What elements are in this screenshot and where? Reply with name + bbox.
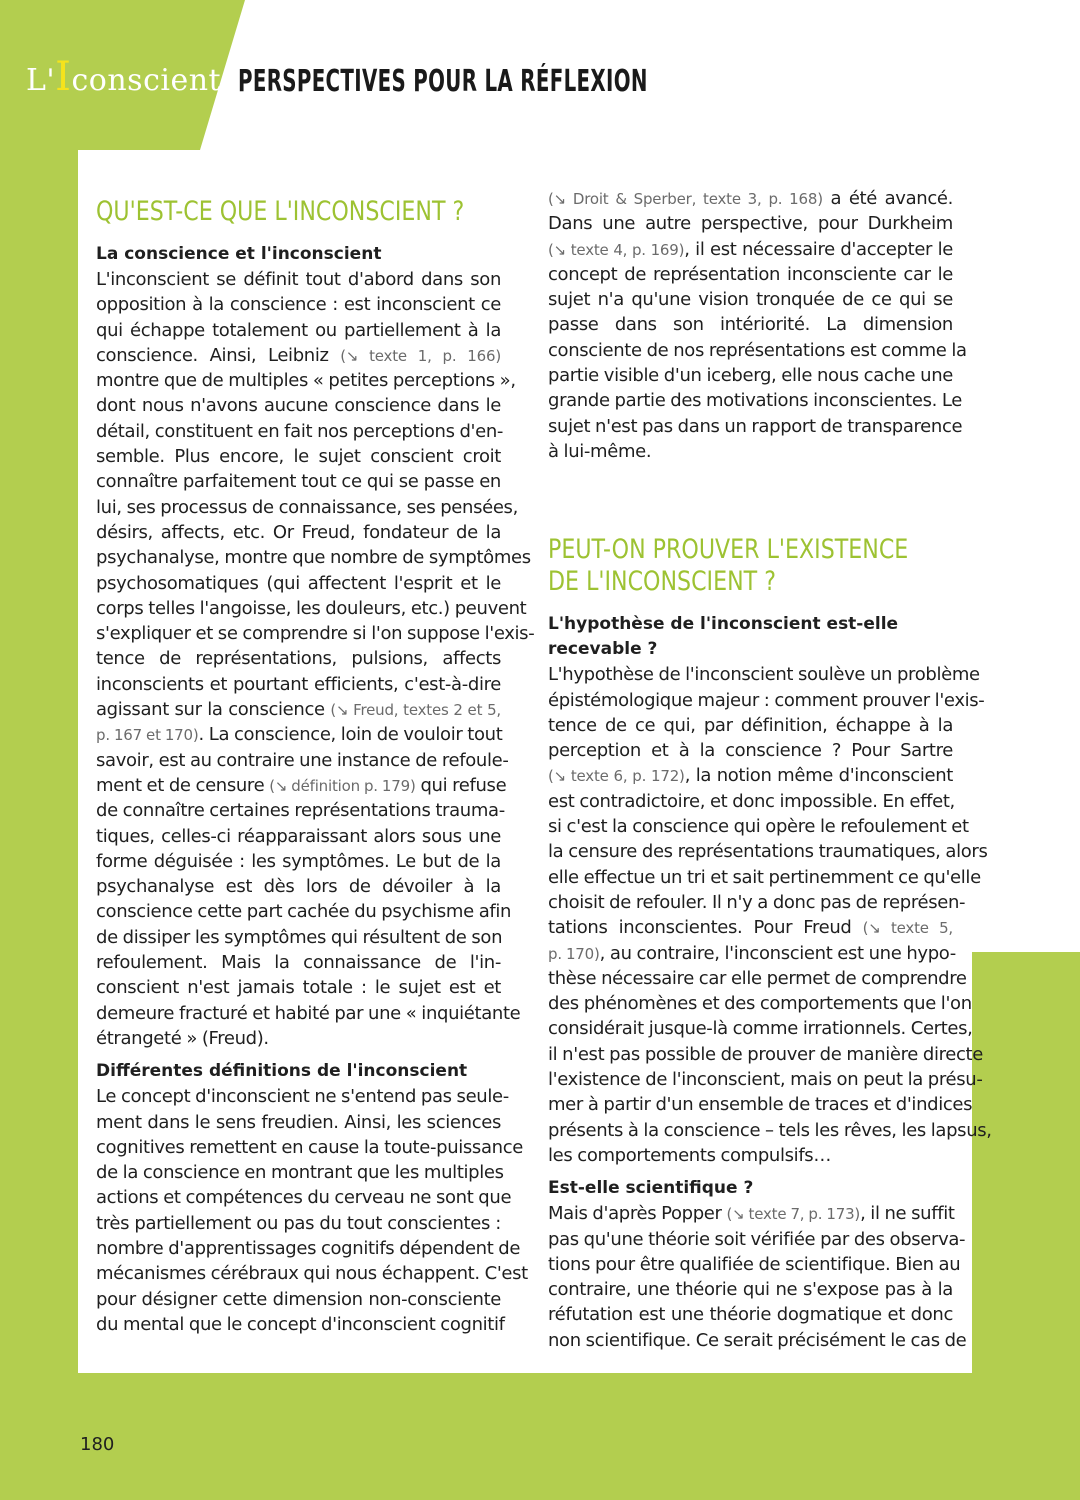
text-line [96,1110,501,1135]
text-run: des phénomènes et des comportements que l'on [548,993,972,1015]
text-run: de connaître certaines représentations trauma- [96,800,505,822]
text-run: conscience cette part cachée du psychisme afin [96,901,512,923]
text-line [548,186,953,211]
text-line [96,621,535,646]
text-line [96,824,501,849]
cross-reference[interactable]: (↘ texte 5, [862,919,953,938]
text-run: , la notion même d'inconscient [684,765,953,787]
paragraph [548,186,967,464]
text-run: pour désigner cette dimension non-consciente [96,1288,501,1310]
text-run: grande partie des motivations inconscientes. Le [548,390,962,412]
text-run: mécanismes cérébraux qui nous échappent. C'est [96,1263,528,1285]
text-line [548,312,953,337]
text-run: demeure fracturé et habité par une « inquiétante [96,1002,521,1024]
text-line [96,1211,501,1236]
chapter-label [26,54,222,100]
text-line [548,941,956,966]
text-line [96,1084,509,1109]
text-line [96,393,501,418]
text-run: les comportements compulsifs… [548,1144,831,1166]
chapter-rest: conscient [71,63,222,98]
text-line [548,1067,983,1092]
text-run: Le concept d'inconscient ne s'entend pas seule- [96,1086,509,1108]
left-column [96,196,535,1337]
text-line [96,798,505,823]
text-run: qui refuse [415,774,507,796]
text-line [548,839,988,864]
text-run: savoir, est au contraire une instance de refoule- [96,749,509,771]
text-line [548,966,967,991]
text-run: la censure des représentations traumatiques, alors [548,841,988,863]
text-run: très partiellement ou pas du tout conscientes : [96,1212,501,1234]
text-line [96,1287,501,1312]
text-run: L'inconscient se définit tout d'abord dans son [96,269,501,290]
text-line [96,343,501,368]
subsection-title: Est-elle scientifique ? [548,1178,754,1199]
text-run: forme déguisée : les symptômes. Le but de la [96,850,501,872]
text-line [548,414,963,439]
text-line [548,763,953,788]
text-run: consciente de nos représentations est comme la [548,339,967,361]
text-run: semble. Plus encore, le sujet conscient croit [96,446,501,468]
text-line [96,748,509,773]
text-run: sujet n'est pas dans un rapport de transparence [548,415,963,437]
text-run: cognitives remettent en cause la toute-puissance [96,1136,523,1158]
text-line [96,318,501,343]
page-number: 180 [80,1434,115,1455]
text-run: , il est nécessaire d'accepter le [684,238,953,260]
text-run: ment dans le sens freudien. Ainsi, les sciences [96,1111,501,1133]
cross-reference[interactable]: (↘ Droit & Sperber, texte 3, p. 168) [548,190,823,208]
text-line [548,662,980,687]
text-line [96,950,501,975]
text-line [96,596,527,621]
section-title: PEUT-ON PROUVER L'EXISTENCE [548,534,909,566]
text-run: qui échappe totalement ou partiellement à la [96,319,501,341]
text-run: l'existence de l'inconscient, mais on peut la présu- [548,1069,983,1091]
text-line [96,520,501,545]
spacer [548,598,953,612]
text-line [96,773,507,798]
text-run: est contradictoire, et donc impossible. En effet, [548,790,955,812]
text-line [548,915,953,940]
text-run: concept de représentation inconsciente car le [548,263,953,285]
text-run: pas qu'une théorie soit vérifiée par des observa- [548,1228,966,1250]
text-run: inconscients et pourtant efficients, c'est-à-dire [96,673,501,695]
text-run: psychosomatiques (qui affectent l'esprit et le [96,572,501,594]
text-line [548,388,962,413]
text-line [548,1016,973,1041]
text-line [548,1042,983,1067]
text-run: présents à la conscience – tels les rêves, les lapsus, [548,1119,992,1141]
text-line [548,1092,973,1117]
text-run: Mais d'après Popper [548,1203,727,1225]
text-line [96,1185,512,1210]
text-run: nombre d'apprentissages cognitifs dépendent de [96,1237,521,1259]
spacer [96,228,501,242]
text-line [96,368,516,393]
text-run: considérait jusque-là comme irrationnels. Certes, [548,1018,973,1040]
text-run: passe dans son intériorité. La dimension [548,314,953,336]
paragraph [548,662,992,1168]
text-line [96,646,501,671]
text-run: épistémologique majeur : comment prouver l'exis- [548,689,985,711]
text-run: partie visible d'un iceberg, elle nous cache une [548,365,953,387]
text-run: de dissiper les symptômes qui résultent de son [96,926,503,948]
text-run: du mental que le concept d'inconscient cognitif [96,1313,505,1335]
text-line [96,1236,521,1261]
right-column [548,186,992,1353]
text-line [548,1143,953,1168]
text-line [548,262,953,287]
text-run: corps telles l'angoisse, les douleurs, etc.) peuvent [96,597,527,619]
text-line [96,925,501,950]
text-line [548,1302,953,1327]
text-line [548,890,966,915]
text-run: tence de ce qui, par définition, échappe à la [548,714,953,736]
text-line [96,267,501,292]
text-line [96,495,518,520]
text-line [548,1227,966,1252]
text-line [96,975,501,1000]
text-run: tations inconscientes. Pour Freud [548,917,863,939]
cross-reference[interactable]: (↘ texte 6, p. 172) [548,767,685,786]
text-line [548,865,981,890]
text-run: psychanalyse, montre que nombre de symptômes [96,547,531,569]
text-run: étrangeté » (Freud). [96,1027,269,1049]
text-line [548,738,953,763]
paragraph [548,1201,967,1353]
text-line [96,697,501,722]
text-run: non scientifique. Ce serait précisément le cas de [548,1329,967,1351]
cross-reference[interactable]: p. 170) [548,944,600,963]
text-run: montre que de multiples « petites perceptions », [96,370,516,392]
text-line [96,469,501,494]
chapter-prefix: L' [26,63,56,98]
text-run: connaître parfaitement tout ce qui se passe en [96,471,501,493]
text-run: à lui-même. [548,440,652,462]
cross-reference[interactable]: p. 167 et 170) [96,726,199,745]
text-line [96,1001,521,1026]
text-line [96,849,501,874]
text-line [96,672,501,697]
text-line [548,338,967,363]
text-run: réfutation est une théorie dogmatique et donc [548,1304,953,1326]
text-line [548,1277,953,1302]
text-run: conscience. Ainsi, Leibniz [96,344,341,366]
text-line [548,363,953,388]
text-run: opposition à la conscience : est inconscient ce [96,294,501,316]
text-run: a été avancé. [822,188,953,209]
text-line [96,874,501,899]
text-line [96,1135,523,1160]
text-line [96,899,512,924]
text-line [96,1261,528,1286]
text-run: , il ne suffit [860,1203,955,1225]
text-run: mer à partir d'un ensemble de traces et d'indices [548,1094,973,1116]
cross-reference[interactable]: (↘ définition p. 179) [269,776,416,795]
subsection-title: La conscience et l'inconscient [96,244,382,264]
text-run: si c'est la conscience qui opère le refoulement et [548,816,969,838]
text-line [548,1201,953,1226]
spacer [548,1168,953,1176]
text-run: L'hypothèse de l'inconscient soulève un problème [548,664,980,686]
cross-reference[interactable]: (↘ texte 7, p. 173) [726,1205,861,1224]
text-run: ment et de censure [96,774,270,796]
text-run: lui, ses processus de connaissance, ses pensées, [96,496,518,518]
text-run: actions et compétences du cerveau ne sont que [96,1187,512,1209]
text-line [96,571,501,596]
text-line [548,1328,967,1353]
spacer [548,464,953,534]
text-run: il n'est pas possible de prouver de manière directe [548,1043,983,1065]
text-line [96,419,504,444]
text-run: contraire, une théorie qui ne s'expose pas à la [548,1279,953,1301]
text-line [96,1160,504,1185]
text-line [548,814,969,839]
text-line [548,713,953,738]
text-line [96,1026,501,1051]
cross-reference[interactable]: (↘ Freud, textes 2 et 5, [330,701,501,720]
text-run: perception et à la conscience ? Pour Sartre [548,740,953,762]
spacer [96,1051,501,1059]
text-run: tiques, celles-ci réapparaissant alors sous une [96,825,501,847]
subsection-title: Différentes définitions de l'inconscient [96,1061,468,1082]
text-line [96,545,531,570]
bottom-margin-band [0,1373,1080,1500]
text-run: elle effectue un tri et sait pertinemment ce qu'elle [548,866,981,888]
text-run: Dans une autre perspective, pour Durkheim [548,213,953,235]
text-run: s'expliquer et se comprendre si l'on suppose l'exis- [96,623,535,645]
text-run: détail, constituent en fait nos perceptions d'en- [96,420,504,442]
section-title: DE L'INCONSCIENT ? [548,566,776,598]
cross-reference[interactable]: (↘ texte 1, p. 166) [340,346,501,365]
text-run: conscient n'est jamais totale : le sujet est et [96,977,501,999]
text-run: sujet n'a qu'une vision tronquée de ce qui se [548,289,953,311]
text-run: choisit de refouler. Il n'y a donc pas de représen- [548,891,966,913]
text-line [96,292,501,317]
subsection-title: L'hypothèse de l'inconscient est-elle [548,614,899,635]
text-line [548,211,953,236]
subsection-title: recevable ? [548,639,658,660]
text-run: tence de représentations, pulsions, affects [96,648,501,670]
text-line [548,439,953,464]
text-run: refoulement. Mais la connaissance de l'in- [96,952,501,974]
chapter-initial: I [55,54,72,100]
text-run: psychanalyse est dès lors de dévoiler à la [96,876,501,898]
left-margin-band [0,0,78,1500]
text-line [548,237,953,262]
paragraph [96,267,535,1051]
section-title: QU'EST-CE QUE L'INCONSCIENT ? [96,196,465,227]
text-run: agissant sur la conscience [96,699,331,721]
page-title: PERSPECTIVES POUR LA RÉFLEXION [238,64,648,99]
cross-reference[interactable]: (↘ texte 4, p. 169) [548,240,685,259]
text-run: . La conscience, loin de vouloir tout [198,724,503,746]
text-line [548,1118,992,1143]
text-line [96,722,501,747]
text-line [548,789,953,814]
text-line [548,688,985,713]
text-line [96,1312,505,1337]
text-run: désirs, affects, etc. Or Freud, fondateur de la [96,521,501,543]
text-line [96,444,501,469]
text-line [548,991,972,1016]
text-line [548,287,953,312]
text-run: , au contraire, l'inconscient est une hypo- [599,942,956,964]
text-line [548,1252,961,1277]
paragraph [96,1084,528,1337]
text-run: thèse nécessaire car elle permet de comprendre [548,967,967,989]
text-run: de la conscience en montrant que les multiples [96,1162,504,1184]
text-run: dont nous n'avons aucune conscience dans le [96,395,501,417]
text-run: tions pour être qualifiée de scientifique. Bien au [548,1253,961,1275]
